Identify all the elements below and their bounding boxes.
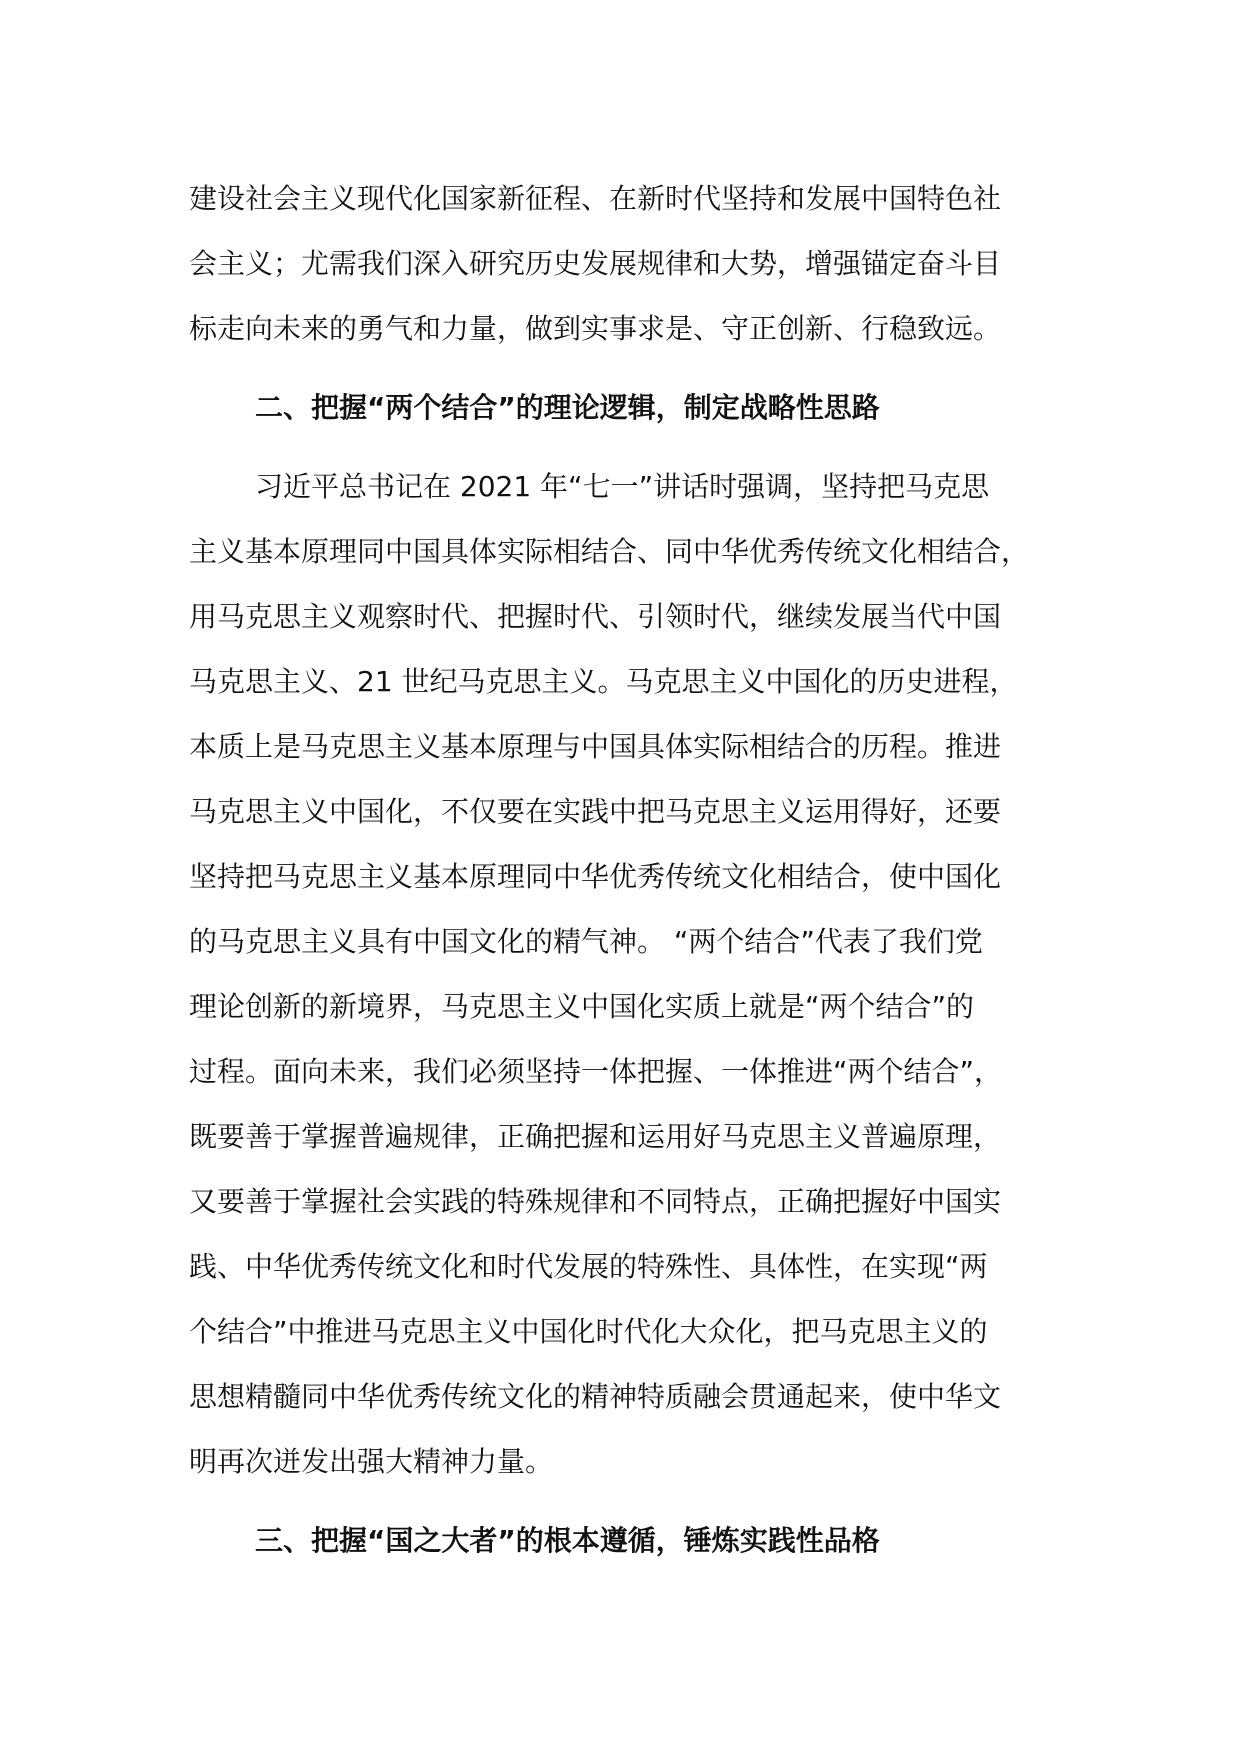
section-heading-3: 三、把握“国之大者”的根本遵循，锤炼实践性品格 — [255, 1524, 880, 1557]
section-heading-2: 二、把握“两个结合”的理论逻辑，制定战略性思路 — [255, 391, 880, 424]
text-line: 思想精髓同中华优秀传统文化的精神特质融会贯通起来，使中华文 — [189, 1380, 1002, 1413]
text-line: 马克思主义、21 世纪马克思主义。马克思主义中国化的历史进程， — [189, 665, 1018, 698]
text-line: 又要善于掌握社会实践的特殊规律和不同特点，正确把握好中国实 — [189, 1185, 1002, 1218]
text-line: 个结合”中推进马克思主义中国化时代化大众化，把马克思主义的 — [189, 1315, 988, 1348]
text-line: 主义基本原理同中国具体实际相结合、同中华优秀传统文化相结合， — [189, 535, 1030, 568]
text-line: 理论创新的新境界，马克思主义中国化实质上就是“两个结合”的 — [189, 990, 975, 1023]
text-line: 本质上是马克思主义基本原理与中国具体实际相结合的历程。推进 — [189, 730, 1002, 763]
text-line: 明再次迸发出强大精神力量。 — [189, 1445, 554, 1478]
intro-paragraph — [189, 166, 1069, 361]
text-line: 建设社会主义现代化国家新征程、在新时代坚持和发展中国特色社 — [189, 182, 1002, 215]
text-line: 会主义；尤需我们深入研究历史发展规律和大势，增强锚定奋斗目 — [189, 247, 1002, 280]
section-2-paragraph — [189, 454, 1069, 1494]
text-line: 践、中华优秀传统文化和时代发展的特殊性、具体性，在实现“两 — [189, 1250, 988, 1283]
document-body — [189, 166, 1069, 1573]
text-line: 标走向未来的勇气和力量，做到实事求是、守正创新、行稳致远。 — [189, 312, 1002, 345]
text-line: 过程。面向未来，我们必须坚持一体把握、一体推进“两个结合”， — [189, 1055, 1003, 1088]
text-line: 的马克思主义具有中国文化的精气神。 “两个结合”代表了我们党 — [189, 925, 983, 958]
text-line: 既要善于掌握普遍规律，正确把握和运用好马克思主义普遍原理， — [189, 1120, 1002, 1153]
text-line: 习近平总书记在 2021 年“七一”讲话时强调，坚持把马克思 — [255, 470, 990, 503]
text-line: 马克思主义中国化，不仅要在实践中把马克思主义运用得好，还要 — [189, 795, 1002, 828]
text-line: 坚持把马克思主义基本原理同中华优秀传统文化相结合，使中国化 — [189, 860, 1002, 893]
text-line: 用马克思主义观察时代、把握时代、引领时代，继续发展当代中国 — [189, 600, 1002, 633]
